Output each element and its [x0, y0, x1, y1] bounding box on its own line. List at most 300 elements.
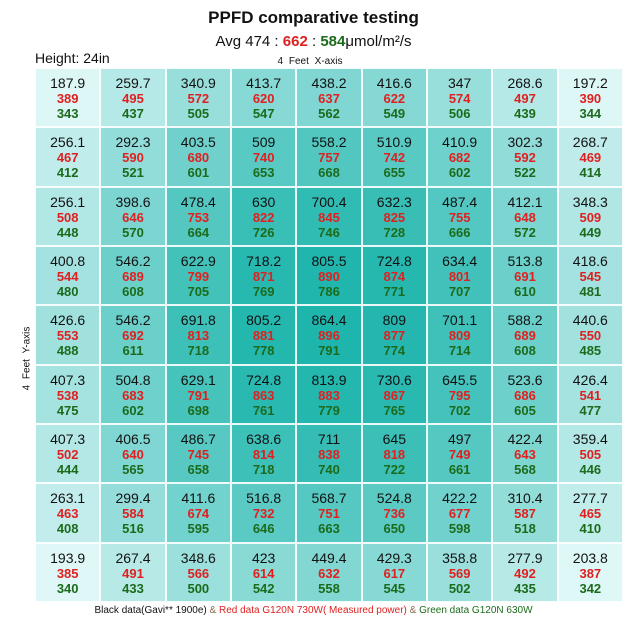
- cell-black-value: 413.7: [246, 75, 282, 92]
- cell-green-value: 740: [318, 462, 340, 478]
- cell-green-value: 437: [122, 106, 144, 122]
- heatmap-cell: [296, 127, 361, 186]
- cell-green-value: 475: [56, 402, 79, 418]
- cell-black-value: 449.4: [311, 549, 347, 566]
- heatmap-cell: [35, 68, 100, 127]
- cell-red-value: 632: [318, 565, 340, 581]
- cell-green-value: 722: [383, 462, 406, 478]
- cell-red-value: 825: [383, 209, 406, 225]
- cell-green-value: 698: [187, 402, 210, 418]
- cell-black-value: 418.6: [572, 253, 608, 270]
- cell-green-value: 342: [579, 580, 602, 596]
- cell-black-value: 546.2: [115, 253, 151, 270]
- cell-green-value: 605: [514, 402, 536, 418]
- cell-green-value: 477: [579, 402, 602, 418]
- cell-red-value: 751: [318, 506, 340, 522]
- cell-green-value: 707: [448, 284, 471, 300]
- heatmap-cell: [166, 543, 231, 602]
- cell-green-value: 661: [448, 462, 471, 478]
- cell-black-value: 422.4: [507, 431, 543, 448]
- cell-red-value: 736: [383, 506, 406, 522]
- heatmap-cell: [362, 246, 427, 305]
- cell-green-value: 779: [318, 402, 340, 418]
- cell-black-value: 524.8: [376, 490, 412, 507]
- heatmap-cell: [296, 187, 361, 246]
- cell-red-value: 791: [187, 387, 210, 403]
- cell-green-value: 655: [383, 165, 406, 181]
- cell-black-value: 292.3: [115, 134, 151, 151]
- cell-green-value: 761: [252, 402, 275, 418]
- cell-black-value: 410.9: [442, 134, 478, 151]
- heatmap-cell: [427, 187, 492, 246]
- cell-green-value: 410: [579, 521, 602, 537]
- heatmap-cell: [362, 305, 427, 364]
- cell-black-value: 277.9: [507, 549, 543, 566]
- cell-black-value: 358.8: [442, 549, 478, 566]
- heatmap-cell: [100, 68, 165, 127]
- cell-green-value: 610: [514, 284, 536, 300]
- heatmap-cell: [427, 483, 492, 542]
- cell-red-value: 572: [187, 91, 210, 107]
- cell-red-value: 813: [187, 328, 210, 344]
- cell-black-value: 423: [251, 549, 276, 566]
- heatmap-cell: [492, 543, 557, 602]
- cell-black-value: 302.3: [507, 134, 543, 151]
- cell-black-value: 558.2: [311, 134, 347, 151]
- cell-green-value: 545: [383, 580, 406, 596]
- cell-red-value: 896: [318, 328, 340, 344]
- cell-green-value: 608: [514, 343, 536, 359]
- heatmap-cell: [362, 483, 427, 542]
- cell-black-value: 429.3: [376, 549, 412, 566]
- heatmap-cell: [296, 424, 361, 483]
- cell-black-value: 691.8: [180, 312, 216, 329]
- cell-red-value: 541: [579, 387, 602, 403]
- height-label: Height: 24in: [35, 50, 110, 66]
- heatmap-cell: [492, 187, 557, 246]
- cell-green-value: 488: [56, 343, 79, 359]
- legend-green: Green data G120N 630W: [419, 605, 533, 616]
- cell-red-value: 505: [579, 447, 602, 463]
- cell-red-value: 845: [318, 209, 340, 225]
- cell-black-value: 348.3: [572, 193, 608, 210]
- cell-red-value: 389: [56, 91, 79, 107]
- cell-green-value: 562: [318, 106, 340, 122]
- heatmap-cell: [492, 246, 557, 305]
- cell-green-value: 444: [56, 462, 79, 478]
- cell-red-value: 745: [187, 447, 210, 463]
- cell-black-value: 701.1: [442, 312, 478, 329]
- cell-red-value: 863: [252, 387, 275, 403]
- heatmap-cell: [558, 127, 623, 186]
- cell-black-value: 203.8: [572, 549, 608, 566]
- cell-red-value: 491: [122, 565, 144, 581]
- cell-black-value: 645.5: [442, 371, 478, 388]
- cell-black-value: 187.9: [50, 75, 86, 92]
- heatmap-cell: [296, 365, 361, 424]
- cell-red-value: 822: [252, 209, 275, 225]
- heatmap-cell: [362, 127, 427, 186]
- cell-black-value: 809: [382, 312, 406, 329]
- cell-red-value: 587: [514, 506, 536, 522]
- heatmap-cell: [558, 365, 623, 424]
- legend-black: Black data(Gavi** 1900e): [94, 605, 207, 616]
- cell-green-value: 449: [579, 224, 602, 240]
- cell-green-value: 705: [187, 284, 210, 300]
- heatmap-cell: [296, 543, 361, 602]
- cell-red-value: 617: [383, 565, 406, 581]
- cell-green-value: 435: [514, 580, 536, 596]
- cell-green-value: 439: [514, 106, 536, 122]
- cell-black-value: 523.6: [507, 371, 543, 388]
- heatmap-cell: [231, 305, 296, 364]
- cell-black-value: 340.9: [180, 75, 216, 92]
- heatmap-cell: [362, 424, 427, 483]
- cell-red-value: 550: [579, 328, 602, 344]
- heatmap-cell: [558, 543, 623, 602]
- cell-black-value: 400.8: [50, 253, 86, 270]
- cell-black-value: 504.8: [115, 371, 151, 388]
- cell-red-value: 809: [448, 328, 471, 344]
- cell-black-value: 724.8: [376, 253, 412, 270]
- heatmap-cell: [35, 483, 100, 542]
- heatmap-cell: [296, 483, 361, 542]
- cell-black-value: 407.3: [50, 371, 86, 388]
- cell-black-value: 510.9: [376, 134, 412, 151]
- heatmap-cell: [492, 305, 557, 364]
- cell-green-value: 668: [318, 165, 340, 181]
- heatmap-cell: [100, 246, 165, 305]
- cell-green-value: 778: [252, 343, 275, 359]
- cell-green-value: 565: [122, 462, 144, 478]
- cell-green-value: 549: [383, 106, 406, 122]
- cell-red-value: 538: [56, 387, 79, 403]
- cell-black-value: 478.4: [180, 193, 216, 210]
- heatmap-cell: [166, 246, 231, 305]
- cell-red-value: 818: [383, 447, 406, 463]
- heatmap-cell: [427, 127, 492, 186]
- cell-red-value: 674: [187, 506, 210, 522]
- cell-green-value: 718: [187, 343, 210, 359]
- heatmap-cell: [35, 424, 100, 483]
- cell-green-value: 502: [448, 580, 471, 596]
- cell-green-value: 769: [252, 284, 275, 300]
- cell-black-value: 632.3: [376, 193, 412, 210]
- average-line: [0, 33, 627, 50]
- cell-black-value: 422.2: [442, 490, 478, 507]
- cell-green-value: 505: [187, 106, 210, 122]
- heatmap-cell: [35, 543, 100, 602]
- cell-red-value: 469: [579, 150, 602, 166]
- cell-black-value: 638.6: [246, 431, 282, 448]
- cell-black-value: 426.4: [572, 371, 608, 388]
- heatmap-cell: [427, 305, 492, 364]
- avg-red-value: 662: [282, 33, 308, 50]
- legend-footer: [0, 605, 627, 616]
- heatmap-cell: [558, 483, 623, 542]
- heatmap-cell: [427, 543, 492, 602]
- cell-black-value: 805.5: [311, 253, 347, 270]
- cell-green-value: 718: [252, 462, 275, 478]
- cell-black-value: 497: [447, 431, 472, 448]
- cell-red-value: 465: [579, 506, 602, 522]
- cell-green-value: 774: [383, 343, 406, 359]
- cell-green-value: 547: [252, 106, 275, 122]
- cell-black-value: 588.2: [507, 312, 543, 329]
- cell-green-value: 650: [383, 521, 406, 537]
- cell-red-value: 691: [514, 269, 536, 285]
- cell-green-value: 522: [514, 165, 536, 181]
- heatmap-cell: [35, 187, 100, 246]
- cell-black-value: 259.7: [115, 75, 151, 92]
- cell-red-value: 799: [187, 269, 210, 285]
- cell-red-value: 569: [448, 565, 471, 581]
- cell-green-value: 598: [448, 521, 471, 537]
- heatmap-cell: [427, 365, 492, 424]
- cell-red-value: 590: [122, 150, 144, 166]
- cell-red-value: 637: [318, 91, 340, 107]
- cell-black-value: 509: [251, 134, 276, 151]
- heatmap-cell: [35, 127, 100, 186]
- cell-red-value: 648: [514, 209, 536, 225]
- cell-green-value: 343: [56, 106, 79, 122]
- heatmap-cell: [166, 483, 231, 542]
- cell-black-value: 267.4: [115, 549, 151, 566]
- cell-black-value: 622.9: [180, 253, 216, 270]
- cell-red-value: 677: [448, 506, 471, 522]
- heatmap-cell: [231, 543, 296, 602]
- cell-red-value: 801: [448, 269, 471, 285]
- heatmap-cell: [100, 365, 165, 424]
- avg-label: Avg: [215, 33, 242, 50]
- cell-red-value: 620: [252, 91, 275, 107]
- cell-black-value: 277.7: [572, 490, 608, 507]
- cell-red-value: 757: [318, 150, 340, 166]
- avg-separator-1: :: [270, 33, 283, 50]
- cell-red-value: 732: [252, 506, 275, 522]
- cell-green-value: 521: [122, 165, 144, 181]
- cell-green-value: 408: [56, 521, 79, 537]
- heatmap-cell: [35, 365, 100, 424]
- cell-black-value: 407.3: [50, 431, 86, 448]
- cell-red-value: 814: [252, 447, 275, 463]
- cell-red-value: 683: [122, 387, 144, 403]
- cell-green-value: 446: [579, 462, 602, 478]
- cell-black-value: 403.5: [180, 134, 216, 151]
- heatmap-cell: [231, 365, 296, 424]
- heatmap-cell: [166, 365, 231, 424]
- cell-red-value: 871: [252, 269, 275, 285]
- heatmap-cell: [231, 424, 296, 483]
- cell-black-value: 256.1: [50, 134, 86, 151]
- cell-green-value: 480: [56, 284, 79, 300]
- heatmap-cell: [362, 365, 427, 424]
- heatmap-cell: [362, 68, 427, 127]
- cell-red-value: 838: [318, 447, 340, 463]
- cell-black-value: 426.6: [50, 312, 86, 329]
- heatmap-cell: [100, 483, 165, 542]
- cell-green-value: 448: [56, 224, 79, 240]
- cell-red-value: 584: [122, 506, 144, 522]
- cell-black-value: 268.7: [572, 134, 608, 151]
- cell-red-value: 495: [122, 91, 144, 107]
- cell-black-value: 256.1: [50, 193, 86, 210]
- heatmap-cell: [296, 68, 361, 127]
- cell-red-value: 692: [122, 328, 144, 344]
- cell-red-value: 387: [579, 565, 602, 581]
- legend-amp-1: &: [209, 605, 217, 616]
- avg-separator-2: :: [307, 33, 321, 50]
- heatmap-cell: [492, 424, 557, 483]
- heatmap-cell: [35, 246, 100, 305]
- cell-red-value: 592: [514, 150, 536, 166]
- cell-green-value: 506: [448, 106, 471, 122]
- cell-black-value: 412.1: [507, 193, 543, 210]
- heatmap-cell: [558, 305, 623, 364]
- cell-green-value: 572: [514, 224, 536, 240]
- cell-red-value: 497: [514, 91, 536, 107]
- cell-black-value: 813.9: [311, 371, 347, 388]
- heatmap-cell: [231, 187, 296, 246]
- cell-green-value: 611: [122, 343, 144, 359]
- cell-green-value: 658: [187, 462, 210, 478]
- heatmap-cell: [166, 305, 231, 364]
- cell-red-value: 390: [579, 91, 602, 107]
- heatmap-cell: [296, 246, 361, 305]
- cell-red-value: 553: [56, 328, 79, 344]
- cell-black-value: 711: [317, 431, 341, 448]
- cell-red-value: 890: [318, 269, 340, 285]
- cell-green-value: 570: [122, 224, 144, 240]
- chart-title: PPFD comparative testing: [208, 8, 419, 27]
- heatmap-cell: [492, 365, 557, 424]
- cell-black-value: 805.2: [246, 312, 282, 329]
- heatmap-cell: [492, 68, 557, 127]
- heatmap-cell: [35, 305, 100, 364]
- cell-black-value: 263.1: [50, 490, 86, 507]
- cell-red-value: 622: [383, 91, 406, 107]
- heatmap-cell: [558, 246, 623, 305]
- cell-green-value: 646: [252, 521, 275, 537]
- cell-black-value: 629.1: [180, 371, 216, 388]
- cell-red-value: 742: [383, 150, 406, 166]
- cell-red-value: 874: [383, 269, 406, 285]
- cell-black-value: 268.6: [507, 75, 543, 92]
- heatmap-cell: [362, 543, 427, 602]
- cell-green-value: 663: [318, 521, 340, 537]
- x-axis-label: 4 Feet X-axis: [277, 56, 343, 67]
- heatmap-cell: [362, 187, 427, 246]
- cell-red-value: 492: [514, 565, 536, 581]
- cell-red-value: 643: [514, 447, 536, 463]
- cell-red-value: 502: [56, 447, 79, 463]
- cell-red-value: 508: [56, 209, 79, 225]
- cell-green-value: 746: [318, 224, 340, 240]
- cell-green-value: 664: [187, 224, 210, 240]
- cell-green-value: 485: [579, 343, 602, 359]
- cell-black-value: 487.4: [442, 193, 478, 210]
- cell-red-value: 467: [56, 150, 79, 166]
- cell-black-value: 546.2: [115, 312, 151, 329]
- cell-black-value: 730.6: [376, 371, 412, 388]
- cell-black-value: 700.4: [311, 193, 347, 210]
- heatmap-cell: [427, 424, 492, 483]
- cell-red-value: 463: [56, 506, 79, 522]
- avg-green-value: 584: [320, 33, 346, 50]
- cell-green-value: 516: [122, 521, 144, 537]
- avg-unit: μmol/m²/s: [345, 33, 412, 50]
- cell-green-value: 666: [448, 224, 471, 240]
- cell-green-value: 412: [56, 165, 79, 181]
- cell-green-value: 608: [122, 284, 144, 300]
- cell-black-value: 310.4: [507, 490, 543, 507]
- legend-red: Red data G120N 730W( Measured power): [219, 605, 407, 616]
- heatmap-cell: [100, 305, 165, 364]
- cell-green-value: 653: [252, 165, 275, 181]
- cell-black-value: 197.2: [572, 75, 608, 92]
- heatmap-cell: [100, 424, 165, 483]
- cell-red-value: 545: [579, 269, 602, 285]
- heatmap-cell: [492, 483, 557, 542]
- cell-black-value: 359.4: [572, 431, 608, 448]
- cell-green-value: 433: [122, 580, 144, 596]
- cell-black-value: 406.5: [115, 431, 151, 448]
- avg-black-value: 474: [245, 33, 271, 50]
- cell-green-value: 414: [579, 165, 602, 181]
- heatmap-cell: [100, 127, 165, 186]
- cell-black-value: 398.6: [115, 193, 151, 210]
- cell-green-value: 595: [187, 521, 210, 537]
- heatmap-cell: [166, 187, 231, 246]
- cell-black-value: 486.7: [180, 431, 216, 448]
- cell-black-value: 440.6: [572, 312, 608, 329]
- cell-black-value: 516.8: [246, 490, 282, 507]
- heatmap-cell: [231, 127, 296, 186]
- cell-black-value: 438.2: [311, 75, 347, 92]
- cell-green-value: 568: [514, 462, 536, 478]
- heatmap-cell: [427, 68, 492, 127]
- cell-green-value: 728: [383, 224, 406, 240]
- cell-green-value: 340: [56, 580, 79, 596]
- cell-red-value: 686: [514, 387, 536, 403]
- cell-red-value: 682: [448, 150, 471, 166]
- cell-green-value: 481: [579, 284, 602, 300]
- cell-green-value: 771: [383, 284, 406, 300]
- cell-green-value: 500: [187, 580, 210, 596]
- cell-red-value: 740: [252, 150, 275, 166]
- heatmap-cell: [166, 68, 231, 127]
- cell-green-value: 518: [514, 521, 536, 537]
- cell-green-value: 791: [318, 343, 340, 359]
- cell-red-value: 881: [252, 328, 275, 344]
- cell-green-value: 558: [318, 580, 340, 596]
- heatmap-cell: [231, 483, 296, 542]
- cell-red-value: 689: [514, 328, 536, 344]
- cell-red-value: 883: [318, 387, 340, 403]
- cell-red-value: 877: [383, 328, 406, 344]
- heatmap-cell: [558, 68, 623, 127]
- heatmap-cell: [231, 246, 296, 305]
- cell-black-value: 513.8: [507, 253, 543, 270]
- cell-red-value: 509: [579, 209, 602, 225]
- cell-black-value: 347: [447, 75, 472, 92]
- heatmap-cell: [100, 187, 165, 246]
- cell-black-value: 718.2: [246, 253, 282, 270]
- heatmap-grid: [35, 68, 623, 602]
- cell-green-value: 765: [383, 402, 406, 418]
- cell-black-value: 568.7: [311, 490, 347, 507]
- cell-black-value: 630: [251, 193, 276, 210]
